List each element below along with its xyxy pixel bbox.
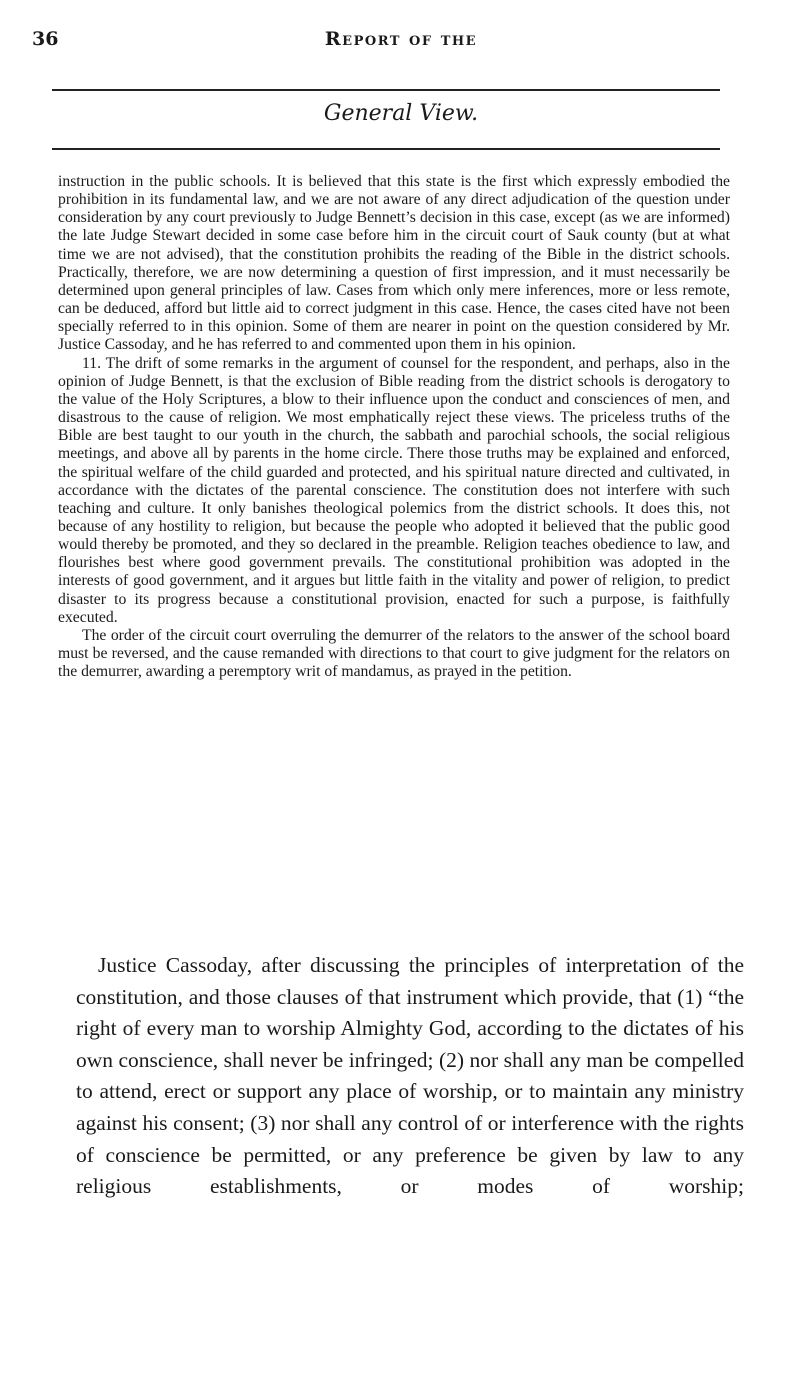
- opinion-paragraph: 11. The drift of some remarks in the argument of counsel for the respondent, and perhaps, also in the opinion of Judge Bennett, is that the exclusion of Bible reading from the district schools is derogatory to the value of the Holy Scriptures, a blow to their influence upon the conduct and consciences of men, and disastrous to the cause of religion. We most emphatically reject these views. The priceless truths of the Bible are best taught to our youth in the church, the sabbath and parochial schools, the social religious meetings, and above all by parents in the home circle. There those truths may be explained and enforced, the spiritual welfare of the child guarded and protected, and his spiritual nature directed and cultivated, in accordance with the dictates of the parental conscience. The constitution does not interfere with such teaching and culture. It only banishes theological polemics from the district schools. It does this, not because of any hostility to religion, but because the people who adopted it believed that the public good would thereby be promoted, and they so declared in the preamble. Religion teaches obedience to law, and flourishes best where good government prevails. The constitutional prohibition was adopted in the interests of good government, and it argues but little faith in the vitality and power of religion, to predict disaster to its progress because a constitutional provision, enacted for such a purpose, is faithfully executed.: [58, 354, 730, 626]
- opinion-paragraph: instruction in the public schools. It is believed that this state is the first which expressly embodied the prohibition in its fundamental law, and we are not aware of any direct adjudication of the question under consideration by any court previously to Judge Bennett’s decision in this case, except (as we are informed) the late Judge Stewart decided in some case before him in the circuit court of Sauk county (but at what time we are not advised), that the constitution prohibits the reading of the Bible in the district schools. Practically, therefore, we are now determining a question of first impression, and it must necessarily be determined upon general principles of law. Cases from which only mere inferences, more or less remote, can be deduced, afford but little aid to correct judgment in this case. Hence, the cases cited have not been specially referred to in this opinion. Some of them are nearer in point on the question considered by Mr. Justice Cassoday, and he has referred to and commented upon them in his opinion.: [58, 173, 730, 354]
- page-number: 36: [32, 28, 59, 50]
- header-rule-top: [52, 89, 720, 91]
- commentary-body: [76, 950, 744, 1203]
- court-opinion-excerpt: [58, 173, 730, 681]
- header-rule-bottom: [52, 148, 720, 150]
- commentary-paragraph: Justice Cassoday, after discussing the principles of interpretation of the constitution, and those clauses of that instrument which provide, that (1) “the right of every man to worship Almighty God, according to the dictates of his own conscience, shall never be infringed; (2) nor shall any man be compelled to attend, erect or support any place of worship, or to maintain any ministry against his consent; (3) nor shall any control of or interference with the rights of conscience be permitted, or any preference be given by law to any religious establishments, or modes of worship;: [76, 953, 744, 1199]
- running-title: Report of the: [324, 28, 478, 50]
- section-title: General View.: [323, 101, 479, 126]
- opinion-paragraph: The order of the circuit court overruling the demurrer of the relators to the answer of the school board must be reversed, and the cause remanded with directions to that court to give judgment for the relators on the demurrer, awarding a peremptory writ of mandamus, as prayed in the petition.: [58, 626, 730, 681]
